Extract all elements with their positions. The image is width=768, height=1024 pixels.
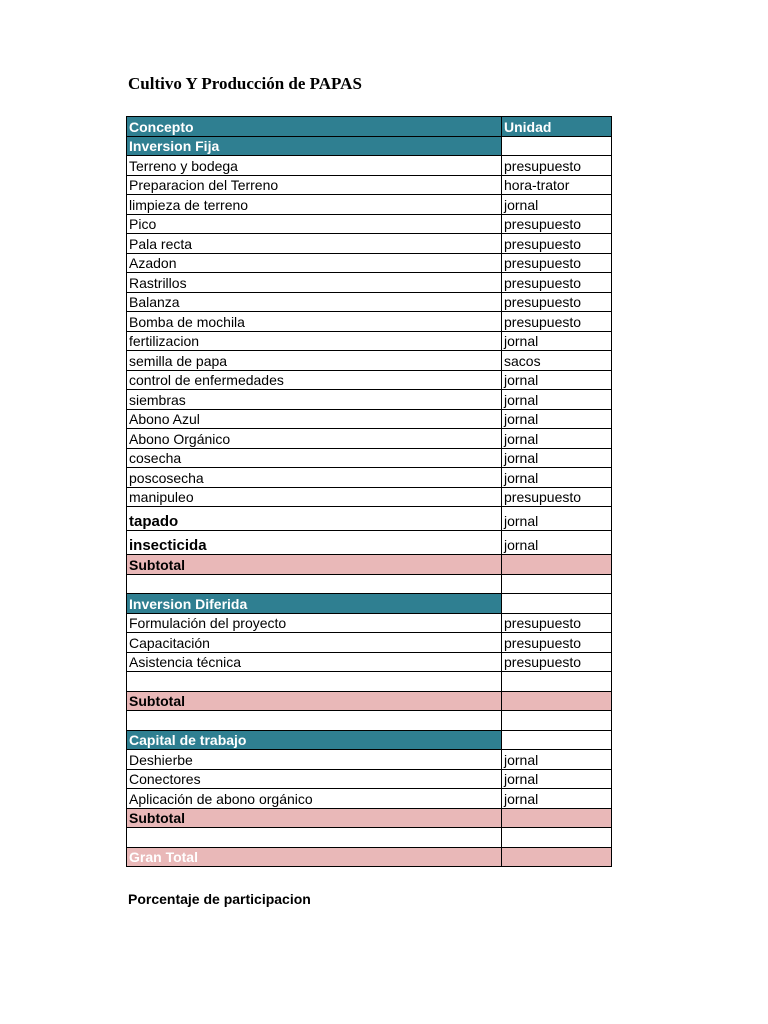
concepto-cell: semilla de papa <box>127 351 502 371</box>
table-row <box>127 750 612 770</box>
unidad-cell: presupuesto <box>502 253 612 273</box>
unidad-cell: jornal <box>502 409 612 429</box>
unidad-cell: sacos <box>502 351 612 371</box>
table-row <box>127 789 612 809</box>
unidad-cell: presupuesto <box>502 214 612 234</box>
concepto-cell: tapado <box>127 507 502 531</box>
table-row <box>127 156 612 176</box>
concepto-cell: Subtotal <box>127 691 502 711</box>
table-row <box>127 195 612 215</box>
table-row <box>127 390 612 410</box>
unidad-cell <box>502 808 612 828</box>
unidad-cell: jornal <box>502 370 612 390</box>
grand-total-row <box>127 847 612 867</box>
unidad-cell: jornal <box>502 769 612 789</box>
table-row <box>127 214 612 234</box>
table-row <box>127 487 612 507</box>
section-row <box>127 594 612 614</box>
unidad-cell: presupuesto <box>502 633 612 653</box>
unidad-cell <box>502 847 612 867</box>
subtotal-row <box>127 691 612 711</box>
concepto-cell: Aplicación de abono orgánico <box>127 789 502 809</box>
unidad-cell: presupuesto <box>502 487 612 507</box>
unidad-cell <box>502 555 612 575</box>
blank-row <box>127 672 612 692</box>
concepto-cell: Subtotal <box>127 555 502 575</box>
concepto-cell: Inversion Diferida <box>127 594 502 614</box>
concepto-cell: Preparacion del Terreno <box>127 175 502 195</box>
subtotal-row <box>127 808 612 828</box>
concepto-cell <box>127 711 502 731</box>
concepto-cell: Pala recta <box>127 234 502 254</box>
concepto-cell: poscosecha <box>127 468 502 488</box>
unidad-cell: jornal <box>502 448 612 468</box>
unidad-cell: jornal <box>502 468 612 488</box>
concepto-cell <box>127 574 502 594</box>
concepto-cell: fertilizacion <box>127 331 502 351</box>
unidad-cell: presupuesto <box>502 156 612 176</box>
table-row <box>127 633 612 653</box>
unidad-cell: hora-trator <box>502 175 612 195</box>
concepto-cell: Rastrillos <box>127 273 502 293</box>
concepto-cell: Bomba de mochila <box>127 312 502 332</box>
unidad-cell: jornal <box>502 331 612 351</box>
table-row <box>127 312 612 332</box>
unidad-cell <box>502 730 612 750</box>
unidad-cell <box>502 672 612 692</box>
unidad-cell: presupuesto <box>502 312 612 332</box>
table-row <box>127 409 612 429</box>
unidad-cell: presupuesto <box>502 613 612 633</box>
unidad-cell <box>502 136 612 156</box>
unidad-cell: presupuesto <box>502 273 612 293</box>
concepto-cell: insecticida <box>127 531 502 555</box>
unidad-cell: presupuesto <box>502 652 612 672</box>
concepto-cell: Gran Total <box>127 847 502 867</box>
table-row <box>127 234 612 254</box>
header-concepto: Concepto <box>127 117 502 137</box>
table-row <box>127 331 612 351</box>
table-header-row <box>127 117 612 137</box>
document-title: Cultivo Y Producción de PAPAS <box>128 74 362 93</box>
concepto-cell: Abono Orgánico <box>127 429 502 449</box>
concepto-cell: Asistencia técnica <box>127 652 502 672</box>
unidad-cell <box>502 594 612 614</box>
unidad-cell: jornal <box>502 429 612 449</box>
table-row <box>127 351 612 371</box>
concepto-cell: Deshierbe <box>127 750 502 770</box>
table-row <box>127 613 612 633</box>
table-row <box>127 468 612 488</box>
concepto-cell: Inversion Fija <box>127 136 502 156</box>
unidad-cell: jornal <box>502 507 612 531</box>
table-row <box>127 370 612 390</box>
concepto-cell: Balanza <box>127 292 502 312</box>
unidad-cell <box>502 828 612 848</box>
concepto-cell: Capacitación <box>127 633 502 653</box>
concepto-cell: limpieza de terreno <box>127 195 502 215</box>
blank-row <box>127 711 612 731</box>
blank-row <box>127 828 612 848</box>
concepto-cell <box>127 828 502 848</box>
concepto-cell: control de enfermedades <box>127 370 502 390</box>
concepto-cell: Subtotal <box>127 808 502 828</box>
unidad-cell: jornal <box>502 390 612 410</box>
table-row <box>127 652 612 672</box>
table-row <box>127 429 612 449</box>
table-row <box>127 531 612 555</box>
concepto-cell: Abono Azul <box>127 409 502 429</box>
cost-table-body <box>127 117 612 867</box>
table-row <box>127 273 612 293</box>
concepto-cell: Terreno y bodega <box>127 156 502 176</box>
table-row <box>127 507 612 531</box>
table-row <box>127 253 612 273</box>
table-row <box>127 448 612 468</box>
concepto-cell: Pico <box>127 214 502 234</box>
concepto-cell: Azadon <box>127 253 502 273</box>
unidad-cell: presupuesto <box>502 292 612 312</box>
unidad-cell <box>502 691 612 711</box>
concepto-cell: manipuleo <box>127 487 502 507</box>
table-row <box>127 769 612 789</box>
unidad-cell: jornal <box>502 195 612 215</box>
concepto-cell: Capital de trabajo <box>127 730 502 750</box>
unidad-cell: presupuesto <box>502 234 612 254</box>
concepto-cell <box>127 672 502 692</box>
concepto-cell: cosecha <box>127 448 502 468</box>
subtotal-row <box>127 555 612 575</box>
blank-row <box>127 574 612 594</box>
unidad-cell <box>502 711 612 731</box>
participation-heading: Porcentaje de participacion <box>128 891 311 907</box>
concepto-cell: Formulación del proyecto <box>127 613 502 633</box>
section-row <box>127 730 612 750</box>
section-row <box>127 136 612 156</box>
concepto-cell: siembras <box>127 390 502 410</box>
header-unidad: Unidad <box>502 117 612 137</box>
unidad-cell: jornal <box>502 789 612 809</box>
table-row <box>127 175 612 195</box>
table-row <box>127 292 612 312</box>
unidad-cell: jornal <box>502 750 612 770</box>
cost-table <box>126 116 612 867</box>
concepto-cell: Conectores <box>127 769 502 789</box>
unidad-cell: jornal <box>502 531 612 555</box>
unidad-cell <box>502 574 612 594</box>
